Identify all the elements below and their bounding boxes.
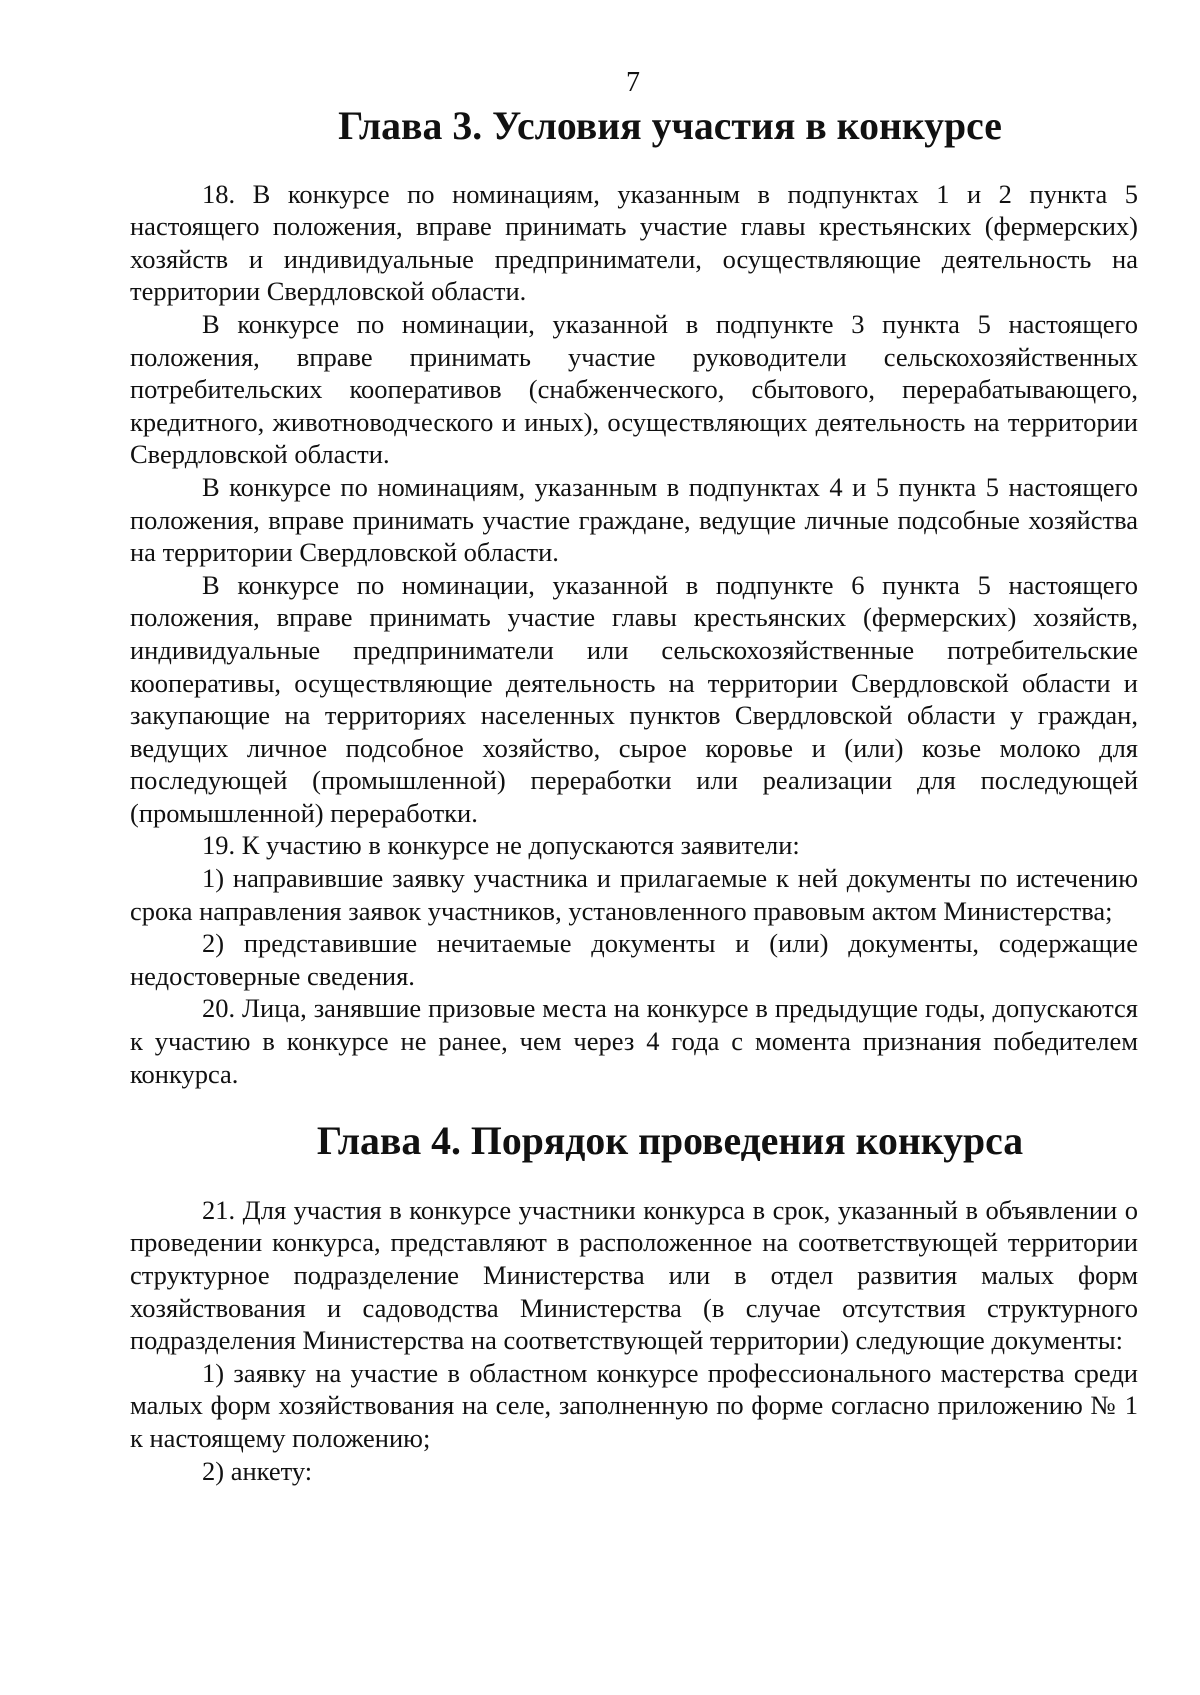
paragraph-18-cooperatives: В конкурсе по номинации, указанной в подпункте 3 пункта 5 настоящего положения, вправе принимать участие руководители сельскохозяйственных потребительских кооперативов (снабженческого, сбытового, перерабатывающего, кредитного, животноводческого и иных), осуществляющих деятельность на территории Свердловской области. bbox=[130, 308, 1138, 470]
paragraph-21-item-1: 1) заявку на участие в областном конкурсе профессионального мастерства среди малых форм хозяйствования на селе, заполненную по форме согласно приложению № 1 к настоящему положению; bbox=[130, 1357, 1138, 1453]
paragraph-18-private-households: В конкурсе по номинациям, указанным в подпунктах 4 и 5 пункта 5 настоящего положения, вправе принимать участие граждане, ведущие личные подсобные хозяйства на территории Свердловской области. bbox=[130, 471, 1138, 568]
paragraph-19-item-1: 1) направившие заявку участника и прилагаемые к ней документы по истечению срока направления заявок участников, установленного правовым актом Министерства; bbox=[130, 863, 1138, 926]
chapter-4-title: Глава 4. Порядок проведения конкурса bbox=[316, 1119, 1024, 1164]
page-number: 7 bbox=[626, 67, 640, 98]
paragraph-21: 21. Для участия в конкурсе участники конкурса в срок, указанный в объявлении о проведении конкурса, представляют в расположенное на соответствующей территории структурное подразделение Министерства или в отдел развития малых форм хозяйствования и садоводства Министерства (в случае отсутствия структурного подразделения Министерства на соответствующей территории) следующие документы: bbox=[130, 1194, 1138, 1356]
paragraph-19-item-2: 2) представившие нечитаемые документы и (или) документы, содержащие недостоверные сведения. bbox=[130, 928, 1138, 991]
paragraph-19: 19. К участию в конкурсе не допускаются заявители: bbox=[202, 830, 800, 861]
paragraph-20: 20. Лица, занявшие призовые места на конкурсе в предыдущие годы, допускаются к участию в конкурсе не ранее, чем через 4 года с момента признания победителем конкурса. bbox=[130, 993, 1138, 1089]
paragraph-21-item-2: 2) анкету: bbox=[202, 1455, 313, 1486]
chapter-3-title: Глава 3. Условия участия в конкурсе bbox=[338, 104, 1002, 148]
paragraph-18: 18. В конкурсе по номинациям, указанным в подпунктах 1 и 2 пункта 5 настоящего положения, вправе принимать участие главы крестьянских (фермерских) хозяйств и индивидуальные предприниматели, осуществляющие деятельность на территории Свердловской области. bbox=[130, 178, 1138, 307]
document-body bbox=[130, 104, 1138, 1487]
paragraph-18-milk-buyers: В конкурсе по номинации, указанной в подпункте 6 пункта 5 настоящего положения, вправе принимать участие главы крестьянских (фермерских) хозяйств, индивидуальные предприниматели или сельскохозяйственные потребительские кооперативы, осуществляющие деятельность на территории Свердловской области и закупающие на территориях населенных пунктов Свердловской области у граждан, ведущих личное подсобное хозяйство, сырое коровье и (или) козье молоко для последующей (промышленной) переработки или реализации для последующей (промышленной) переработки. bbox=[130, 569, 1138, 828]
